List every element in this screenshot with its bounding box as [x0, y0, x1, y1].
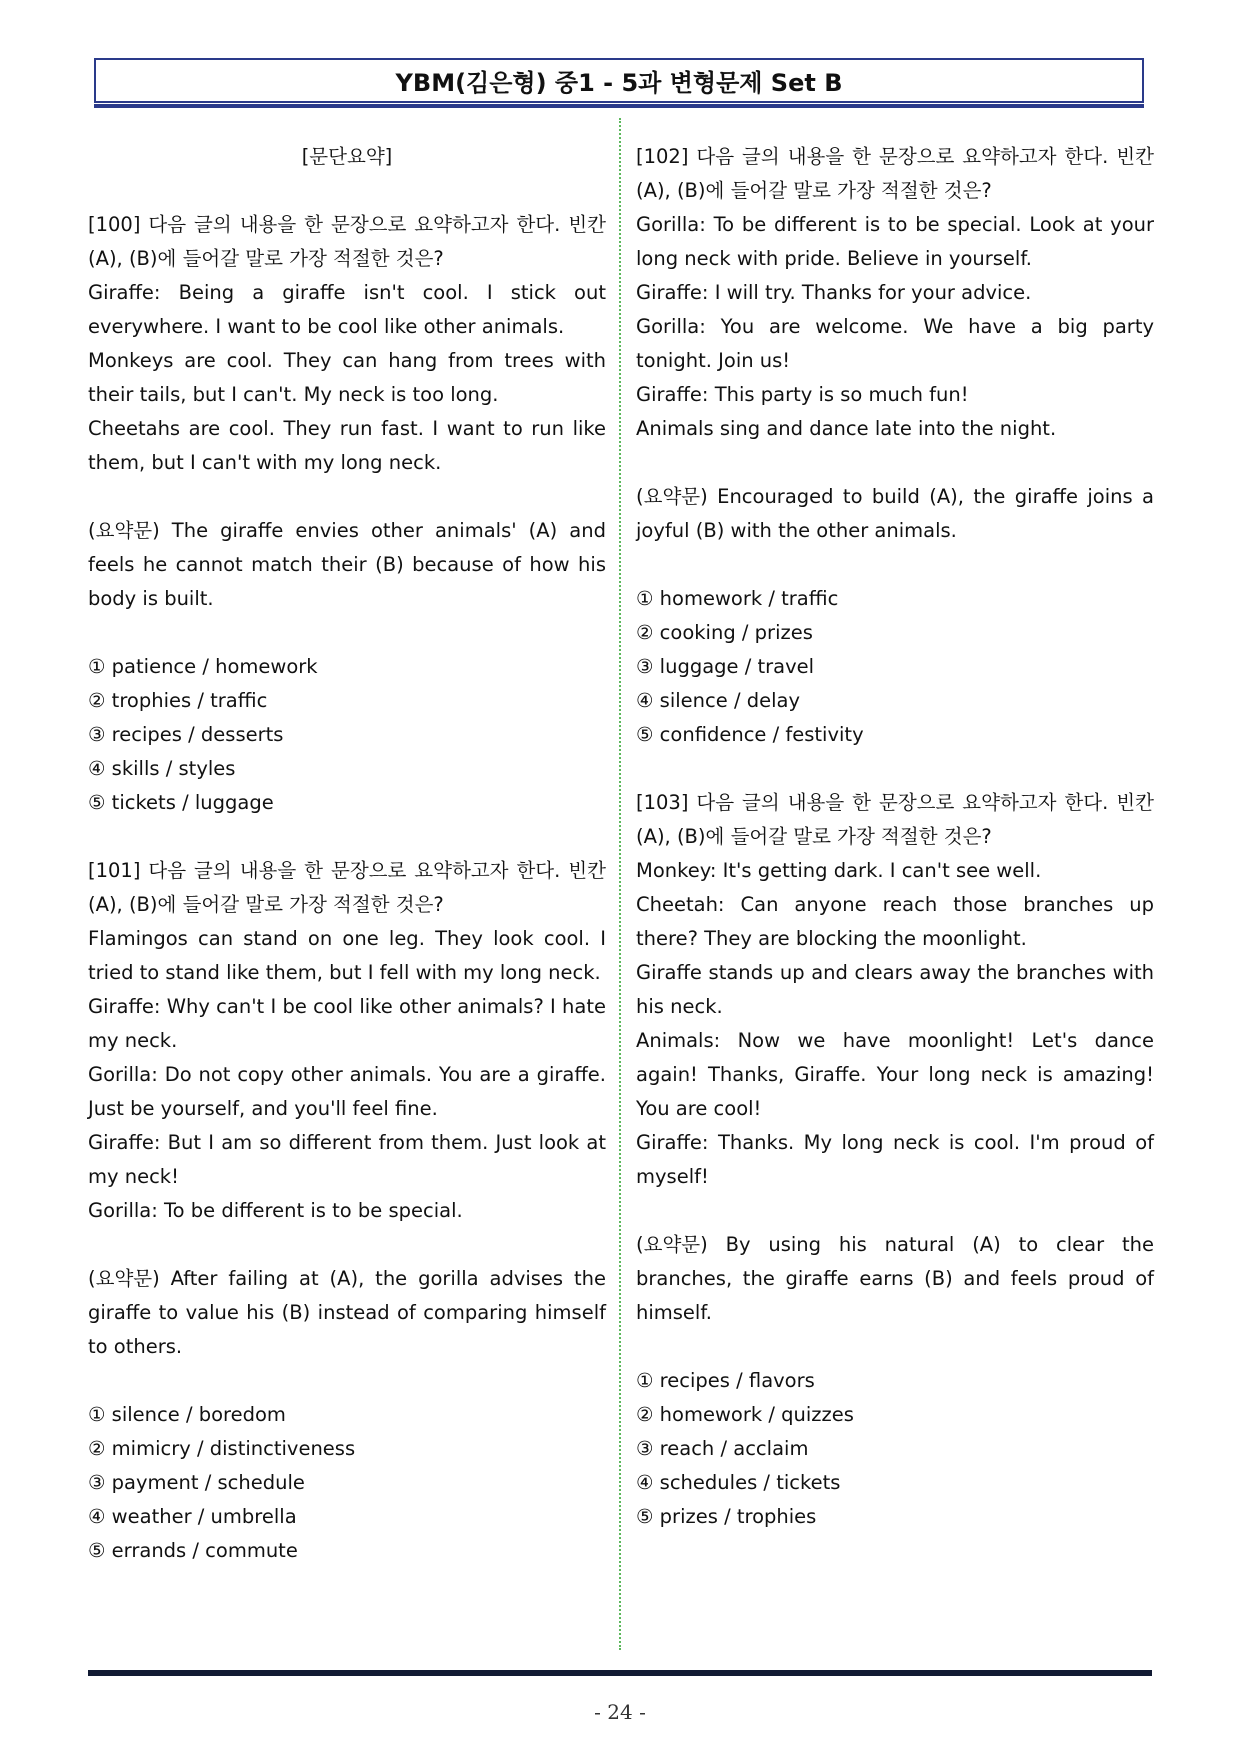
answer-option[interactable]: ④ schedules / tickets [636, 1471, 841, 1494]
section-label: [문단요약] [301, 145, 393, 168]
passage-line: Cheetah: Can anyone reach those branches up there? They are blocking the moonlight. [636, 893, 1154, 950]
question-prompt: [103] 다음 글의 내용을 한 문장으로 요약하고자 한다. 빈칸 (A), (B)에 들어갈 말로 가장 적절한 것은? [636, 791, 1154, 848]
summary-sentence: (요약문) After failing at (A), the gorilla advises the giraffe to value his (B) instead of comparing himself to others. [88, 1267, 606, 1358]
answer-option[interactable]: ⑤ errands / commute [88, 1539, 298, 1562]
passage-line: Animals: Now we have moonlight! Let's dance again! Thanks, Giraffe. Your long neck is amazing! You are cool! [636, 1029, 1154, 1120]
answer-option[interactable]: ⑤ tickets / luggage [88, 791, 274, 814]
question-102 [636, 140, 1154, 752]
question-101 [88, 854, 606, 1568]
passage-line: Animals sing and dance late into the night. [636, 417, 1057, 440]
answer-option[interactable]: ③ payment / schedule [88, 1471, 305, 1494]
passage-line: Gorilla: To be different is to be special. Look at your long neck with pride. Believe in yourself. [636, 213, 1154, 270]
passage-line: Monkeys are cool. They can hang from trees with their tails, but I can't. My neck is too long. [88, 349, 606, 406]
question-prompt: [100] 다음 글의 내용을 한 문장으로 요약하고자 한다. 빈칸 (A), (B)에 들어갈 말로 가장 적절한 것은? [88, 213, 606, 270]
footer-rule [88, 1670, 1152, 1676]
passage-line: Gorilla: You are welcome. We have a big party tonight. Join us! [636, 315, 1154, 372]
column-divider [619, 118, 621, 1650]
passage-line: Cheetahs are cool. They run fast. I want to run like them, but I can't with my long neck. [88, 417, 606, 474]
question-100 [88, 208, 606, 820]
summary-sentence: (요약문) The giraffe envies other animals' (A) and feels he cannot match their (B) because of how his body is built. [88, 519, 606, 610]
passage-line: Gorilla: To be different is to be special. [88, 1199, 463, 1222]
passage-line: Giraffe stands up and clears away the branches with his neck. [636, 961, 1154, 1018]
answer-option[interactable]: ⑤ confidence / festivity [636, 723, 864, 746]
summary-sentence: (요약문) Encouraged to build (A), the giraffe joins a joyful (B) with the other animals. [636, 485, 1154, 542]
answer-option[interactable]: ④ skills / styles [88, 757, 236, 780]
page-number: - 24 - [594, 1700, 646, 1724]
answer-option[interactable]: ① silence / boredom [88, 1403, 286, 1426]
answer-option[interactable]: ⑤ prizes / trophies [636, 1505, 817, 1528]
question-prompt: [102] 다음 글의 내용을 한 문장으로 요약하고자 한다. 빈칸 (A), (B)에 들어갈 말로 가장 적절한 것은? [636, 145, 1154, 202]
passage-line: Giraffe: Why can't I be cool like other animals? I hate my neck. [88, 995, 606, 1052]
answer-option[interactable]: ① patience / homework [88, 655, 318, 678]
answer-option[interactable]: ② trophies / traffic [88, 689, 268, 712]
question-prompt: [101] 다음 글의 내용을 한 문장으로 요약하고자 한다. 빈칸 (A), (B)에 들어갈 말로 가장 적절한 것은? [88, 859, 606, 916]
answer-option[interactable]: ① recipes / flavors [636, 1369, 815, 1392]
passage-line: Giraffe: I will try. Thanks for your advice. [636, 281, 1032, 304]
answer-option[interactable]: ④ weather / umbrella [88, 1505, 297, 1528]
title-underline [94, 104, 1144, 108]
question-103 [636, 786, 1154, 1534]
answer-option[interactable]: ③ luggage / travel [636, 655, 815, 678]
answer-option[interactable]: ② mimicry / distinctiveness [88, 1437, 356, 1460]
answer-option[interactable]: ③ recipes / desserts [88, 723, 284, 746]
answer-option[interactable]: ① homework / traffic [636, 587, 839, 610]
answer-option[interactable]: ④ silence / delay [636, 689, 800, 712]
right-column [636, 140, 1154, 1534]
passage-line: Giraffe: But I am so different from them. Just look at my neck! [88, 1131, 606, 1188]
page-title-text: YBM(김은형) 중1 - 5과 변형문제 Set B [395, 69, 843, 97]
page-title [94, 58, 1144, 103]
passage-line: Flamingos can stand on one leg. They look cool. I tried to stand like them, but I fell with my long neck. [88, 927, 606, 984]
passage-line: Monkey: It's getting dark. I can't see well. [636, 859, 1042, 882]
answer-option[interactable]: ② cooking / prizes [636, 621, 813, 644]
answer-option[interactable]: ③ reach / acclaim [636, 1437, 809, 1460]
summary-sentence: (요약문) By using his natural (A) to clear the branches, the giraffe earns (B) and feels proud of himself. [636, 1233, 1154, 1324]
left-column [88, 140, 606, 1568]
passage-line: Giraffe: This party is so much fun! [636, 383, 969, 406]
answer-option[interactable]: ② homework / quizzes [636, 1403, 854, 1426]
passage-line: Gorilla: Do not copy other animals. You are a giraffe. Just be yourself, and you'll feel fine. [88, 1063, 606, 1120]
passage-line: Giraffe: Being a giraffe isn't cool. I stick out everywhere. I want to be cool like other animals. [88, 281, 606, 338]
passage-line: Giraffe: Thanks. My long neck is cool. I'm proud of myself! [636, 1131, 1154, 1188]
